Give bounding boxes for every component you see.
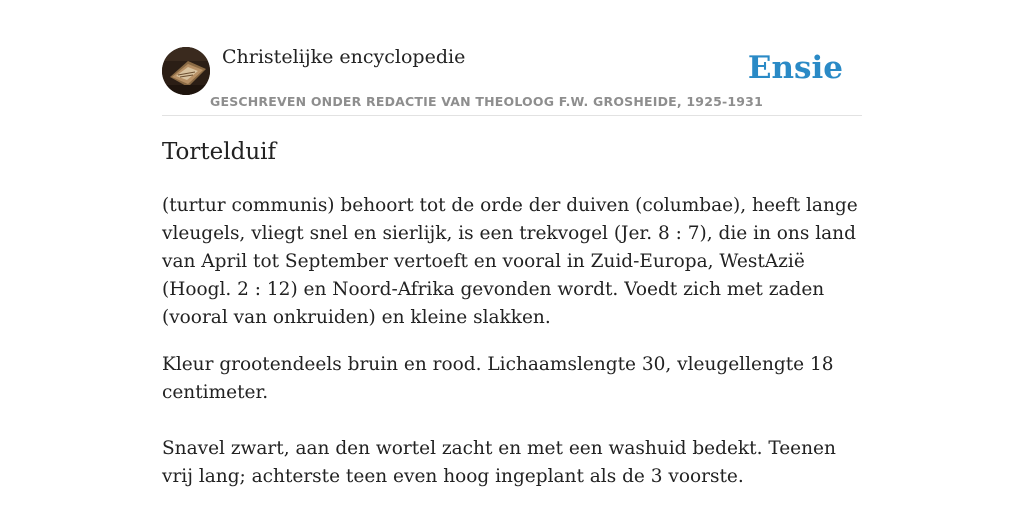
article-body [162,192,862,491]
source-header [162,0,862,116]
page [162,0,862,512]
article-paragraph: Snavel zwart, aan den wortel zacht en met een washuid bedekt. Teenen vrij lang; achterste teen even hoog ingeplant als de 3 voorste. [162,438,836,487]
source-subtitle: GESCHREVEN ONDER REDACTIE VAN THEOLOOG F.W. GROSHEIDE, 1925-1931 [210,94,763,109]
source-title[interactable]: Christelijke encyclopedie [222,46,466,68]
article-paragraph: (turtur communis) behoort tot de orde der duiven (columbae), heeft lange vleugels, vliegt snel en sierlijk, is een trekvogel (Jer. 8 : 7), die in ons land van April tot September vertoeft en vooral in Zuid-Europa, WestAzië (Hoogl. 2 : 12) en Noord-Afrika gevonden wordt. Voedt zich met zaden (vooral van onkruiden) en kleine slakken. [162,195,858,328]
brand-logo[interactable]: Ensie [747,50,843,86]
source-avatar[interactable] [162,47,210,95]
book-cover-icon [162,47,210,95]
article-title: Tortelduif [162,139,277,165]
article-paragraph: Kleur grootendeels bruin en rood. Lichaamslengte 30, vleugellengte 18 centimeter. [162,354,834,403]
